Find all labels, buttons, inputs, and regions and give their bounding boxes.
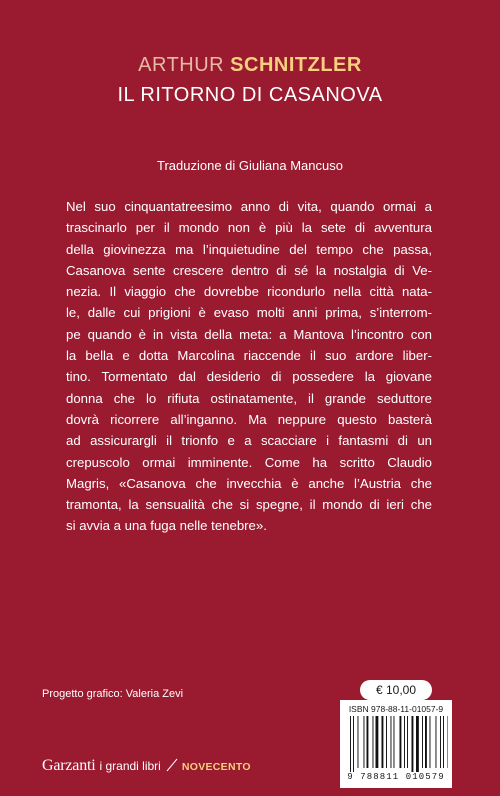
series-name: i grandi libri [99,759,161,773]
isbn-number: ISBN 978-88-11-01057-9 [348,704,444,714]
blurb-line: crepuscolo ormai imminente. Come ha scritto Claudio [66,454,432,470]
blurb-line: della giovinezza ma l’inquietudine del tempo che passa, [66,241,432,257]
publisher-logo: Garzanti [42,757,96,774]
publisher-brand [42,756,251,775]
blurb-line: Nel suo cinquantatreesimo anno di vita, quando ormai a [66,199,432,214]
slash-divider-icon [165,758,179,772]
blurb-line: Casanova sente crescere dentro di sé la nostalgia di Ve- [66,262,432,278]
blurb-line: donna che lo rifiuta ostinatamente, il grande seduttore [66,390,432,406]
book-title: IL RITORNO DI CASANOVA [117,84,383,106]
barcode-digits: 9 788811 010579 [347,772,445,782]
price-tag: € 10,00 [360,680,432,700]
blurb-line: si avvia a una fuga nelle tenebre». [66,518,267,534]
blurb-line: nezia. Il viaggio che dovrebbe ricondurlo nella città nata- [66,284,432,300]
author-first-name: ARTHUR [138,54,225,76]
author-last-name: SCHNITZLER [230,54,362,76]
barcode-panel [340,700,452,788]
blurb-line: Magris, «Casanova che invecchia è anche l’Austria che [66,475,432,491]
blurb-line: trascinarlo per il mondo non è più la sete di avventura [66,220,432,236]
design-credit: Progetto grafico: Valeria Zevi [42,688,184,700]
blurb-line: pe quando è in vista della meta: a Mantova l’incontro con [66,326,432,342]
blurb-line: la bella e dotta Marcolina riaccende il suo ardore liber- [66,348,432,364]
barcode-icon [344,716,448,772]
blurb-line: dovrà ricorrere all’inganno. Ma neppure questo basterà [66,411,432,427]
blurb-text [66,196,432,537]
blurb-line: tramonta, la sensualità che si spegne, il mondo di ieri che [66,497,432,513]
blurb-line: ad assicurargli il trionfo e a scacciare i fantasmi di un [66,433,432,449]
author-name [0,54,500,77]
translation-credit: Traduzione di Giuliana Mancuso [157,158,343,173]
blurb-line: tino. Tormentato dal desiderio di possedere la giovane [66,369,432,385]
collection-name: NOVECENTO [181,761,251,773]
blurb-line: le, dalle cui prigioni è evaso molti anni prima, s’interrom- [66,305,432,321]
